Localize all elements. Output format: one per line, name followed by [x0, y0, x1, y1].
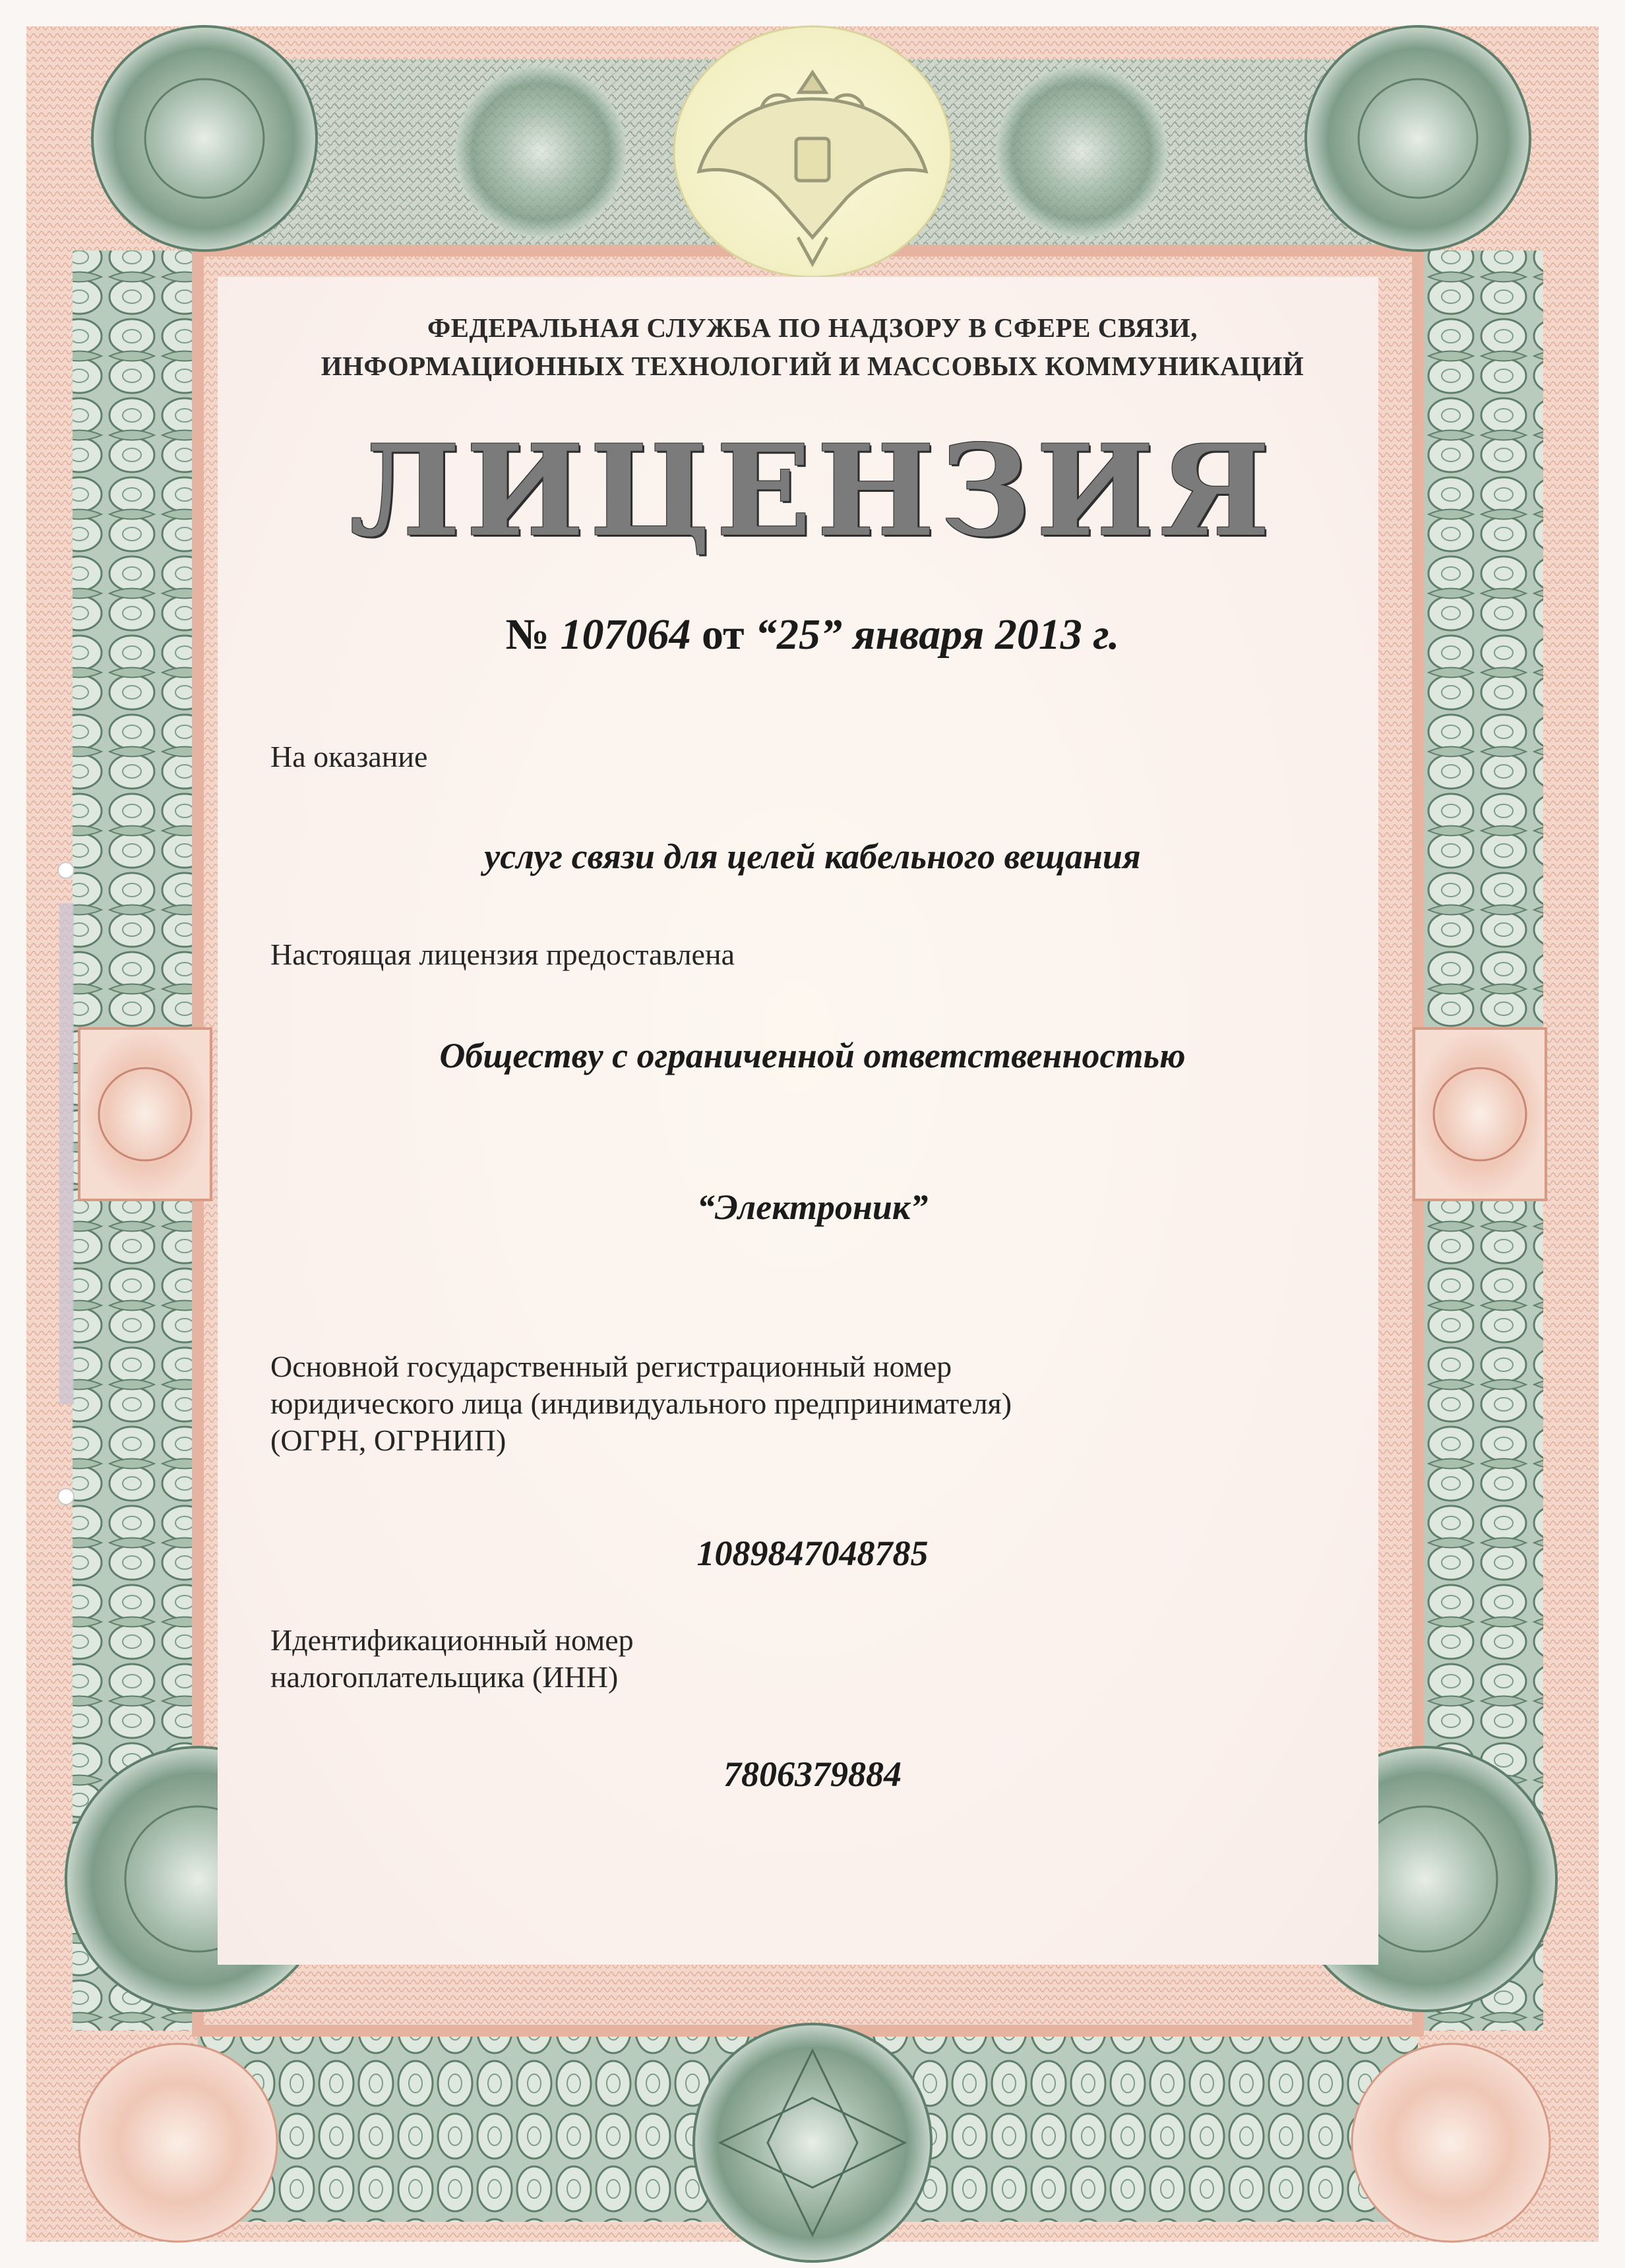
- ogrn-label: [270, 1348, 1392, 1459]
- license-year-suffix: г.: [1093, 611, 1120, 659]
- agency-line-2: ИНФОРМАЦИОННЫХ ТЕХНОЛОГИЙ И МАССОВЫХ КОММУНИКАЦИЙ: [321, 351, 1304, 381]
- ogrn-label-line-3: (ОГРН, ОГРНИП): [270, 1423, 506, 1457]
- inn-label: [270, 1622, 1392, 1696]
- agency-line-1: ФЕДЕРАЛЬНАЯ СЛУЖБА ПО НАДЗОРУ В СФЕРЕ СВЯЗИ,: [427, 313, 1198, 343]
- agency-name: [0, 309, 1625, 385]
- license-number: 107064: [560, 611, 691, 659]
- ogrn-label-line-1: Основной государственный регистрационный номер: [270, 1350, 952, 1383]
- company-line-1: Обществу с ограниченной ответственностью: [439, 1036, 1186, 1075]
- ogrn-label-line-2: юридического лица (индивидуального предпринимателя): [270, 1387, 1012, 1420]
- ogrn-value: 1089847048785: [696, 1534, 929, 1573]
- license-month-year: января 2013: [853, 611, 1082, 659]
- service-label: На оказание: [270, 740, 428, 773]
- number-sign: №: [505, 611, 549, 659]
- document-title: ЛИЦЕНЗИЯ: [350, 417, 1275, 564]
- inn-value: 7806379884: [723, 1754, 902, 1794]
- service-value: услуг связи для целей кабельного вещания: [484, 837, 1141, 876]
- company-name: “Электроник”: [696, 1187, 929, 1227]
- inn-label-line-1: Идентификационный номер: [270, 1623, 634, 1657]
- license-day: “25”: [755, 611, 843, 659]
- granted-label: Настоящая лицензия предоставлена: [270, 938, 735, 971]
- inn-label-line-2: налогоплательщика (ИНН): [270, 1660, 619, 1694]
- license-number-line: [0, 610, 1625, 660]
- from-word: от: [701, 611, 745, 659]
